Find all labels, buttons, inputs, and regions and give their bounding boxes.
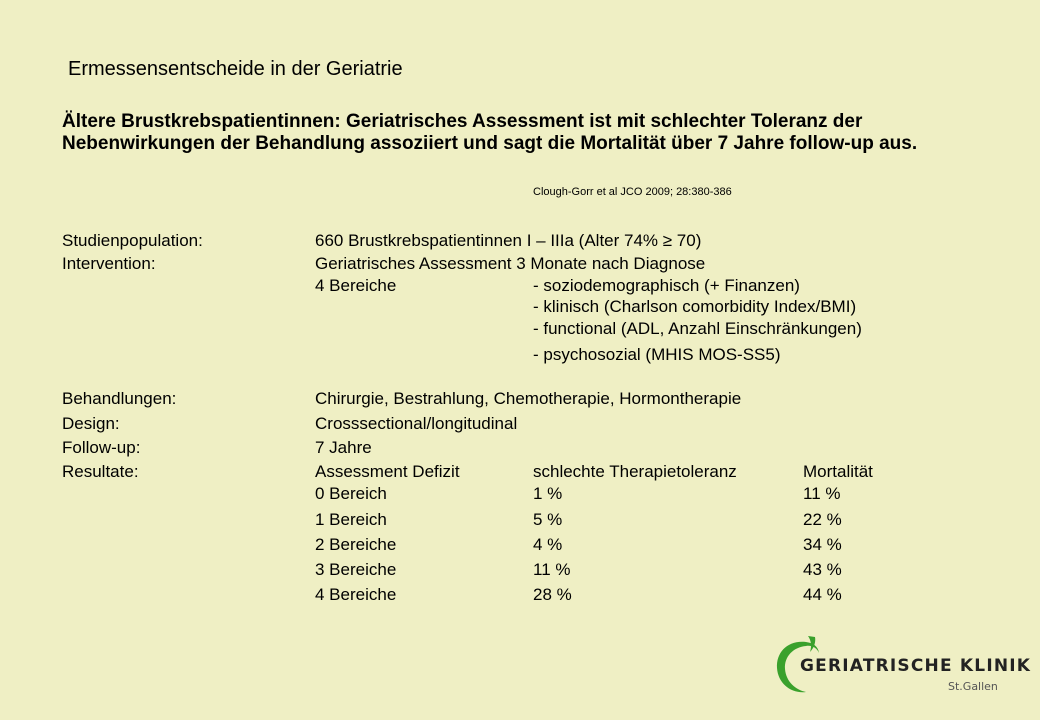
results-row-deficit: 2 Bereiche: [315, 535, 397, 554]
treatments-label: Behandlungen:: [62, 389, 177, 408]
results-header-tolerance: schlechte Therapietoleranz: [533, 462, 737, 481]
results-row-mortality: 34 %: [803, 535, 842, 554]
intervention-area: - klinisch (Charlson comorbidity Index/BMI): [533, 297, 857, 316]
intervention-areas-label: 4 Bereiche: [315, 276, 397, 295]
results-row-mortality: 43 %: [803, 560, 842, 579]
results-row-mortality: 22 %: [803, 510, 842, 529]
results-row-tolerance: 4 %: [533, 535, 563, 554]
results-label: Resultate:: [62, 462, 139, 481]
results-row-tolerance: 28 %: [533, 585, 572, 604]
results-row-deficit: 0 Bereich: [315, 484, 387, 503]
citation: Clough-Gorr et al JCO 2009; 28:380-386: [533, 186, 732, 198]
intervention-value: Geriatrisches Assessment 3 Monate nach Diagnose: [315, 254, 706, 273]
follow-up-value: 7 Jahre: [315, 438, 372, 457]
results-row-tolerance: 5 %: [533, 510, 563, 529]
results-row-mortality: 11 %: [803, 484, 841, 503]
results-header-mortality: Mortalität: [803, 462, 873, 481]
intervention-area: - soziodemographisch (+ Finanzen): [533, 276, 800, 295]
clinic-logo-location: St.Gallen: [948, 680, 998, 693]
results-row-tolerance: 1 %: [533, 484, 563, 503]
results-row-mortality: 44 %: [803, 585, 842, 604]
headline: Ältere Brustkrebspatientinnen: Geriatrisches Assessment ist mit schlechter Toleranz der Nebenwirkungen der Behandlung assoziiert und sagt die Mortalität über 7 Jahre follow-up aus.: [62, 111, 918, 154]
intervention-area: - functional (ADL, Anzahl Einschränkungen): [533, 319, 862, 338]
intervention-label: Intervention:: [62, 254, 156, 273]
results-row-deficit: 1 Bereich: [315, 510, 387, 529]
clinic-logo: [772, 634, 1032, 700]
design-value: Crosssectional/longitudinal: [315, 414, 518, 433]
design-label: Design:: [62, 414, 120, 433]
study-population-value: 660 Brustkrebspatientinnen I – IIIa (Alter 74% ≥ 70): [315, 231, 702, 250]
clinic-logo-name: GERIATRISCHE KLINIK: [800, 656, 1032, 676]
study-population-label: Studienpopulation:: [62, 231, 203, 250]
follow-up-label: Follow-up:: [62, 438, 141, 457]
results-row-deficit: 4 Bereiche: [315, 585, 397, 604]
results-row-deficit: 3 Bereiche: [315, 560, 397, 579]
treatments-value: Chirurgie, Bestrahlung, Chemotherapie, Hormontherapie: [315, 389, 742, 408]
intervention-area: - psychosozial (MHIS MOS-SS5): [533, 345, 781, 364]
slide-title: Ermessensentscheide in der Geriatrie: [68, 58, 403, 80]
results-row-tolerance: 11 %: [533, 560, 571, 579]
results-header-deficit: Assessment Defizit: [315, 462, 460, 481]
